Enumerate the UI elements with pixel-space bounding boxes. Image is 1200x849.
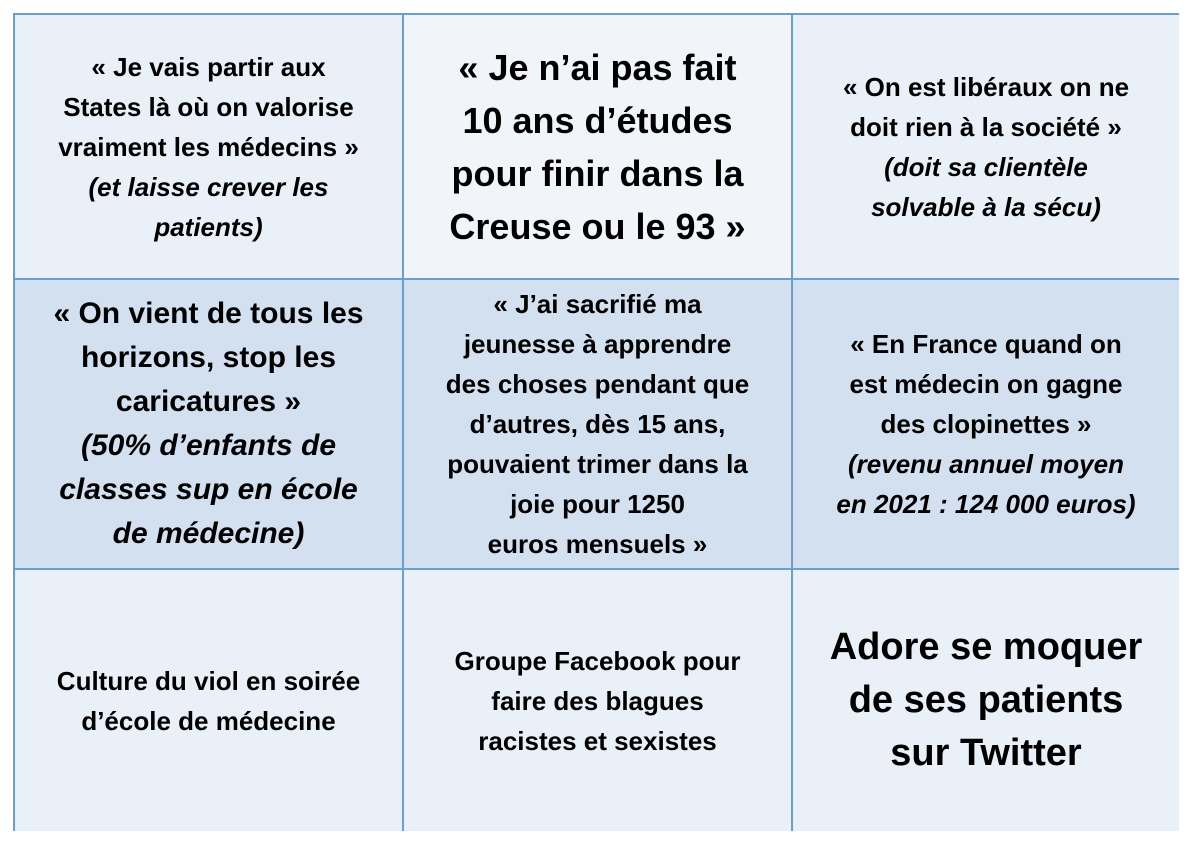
bingo-cell-7: [13, 568, 402, 831]
cell-quote: « Je vais partir aux States là où on valorise vraiment les médecins »: [58, 51, 359, 162]
bingo-cell-2: [402, 13, 791, 278]
cell-quote: Groupe Facebook pour faire des blagues racistes et sexistes: [454, 645, 741, 756]
bingo-cell-6: [791, 278, 1179, 568]
cell-note: (doit sa clientèle solvable à la sécu): [871, 151, 1101, 222]
cell-note: (revenu annuel moyen en 2021 : 124 000 euros): [836, 449, 1136, 519]
cell-note: (50% d’enfants de classes sup en école de médecine): [59, 429, 358, 550]
bingo-cell-9: [791, 568, 1179, 831]
cell-quote: « Je n’ai pas fait 10 ans d’études pour finir dans la Creuse ou le 93 »: [449, 46, 746, 247]
cell-quote: Adore se moquer de ses patients sur Twitter: [829, 626, 1143, 774]
bingo-cell-1: [13, 13, 402, 278]
cell-quote: « En France quand on est médecin on gagne des clopinettes »: [849, 329, 1123, 439]
bingo-cell-3: [791, 13, 1179, 278]
bingo-cell-5: [402, 278, 791, 568]
cell-quote: « J’ai sacrifié ma jeunesse à apprendre des choses pendant que d’autres, dès 15 ans, pouvaient trimer dans la joie pour 1250 euros mensuels »: [445, 289, 750, 559]
bingo-grid: [13, 13, 1179, 831]
cell-quote: « On vient de tous les horizons, stop les caricatures »: [53, 297, 364, 418]
cell-quote: « On est libéraux on ne doit rien à la société »: [842, 71, 1130, 142]
cell-note: (et laisse crever les patients): [88, 171, 329, 242]
cell-quote: Culture du viol en soirée d’école de médecine: [56, 665, 361, 736]
bingo-cell-4: [13, 278, 402, 568]
bingo-cell-8: [402, 568, 791, 831]
